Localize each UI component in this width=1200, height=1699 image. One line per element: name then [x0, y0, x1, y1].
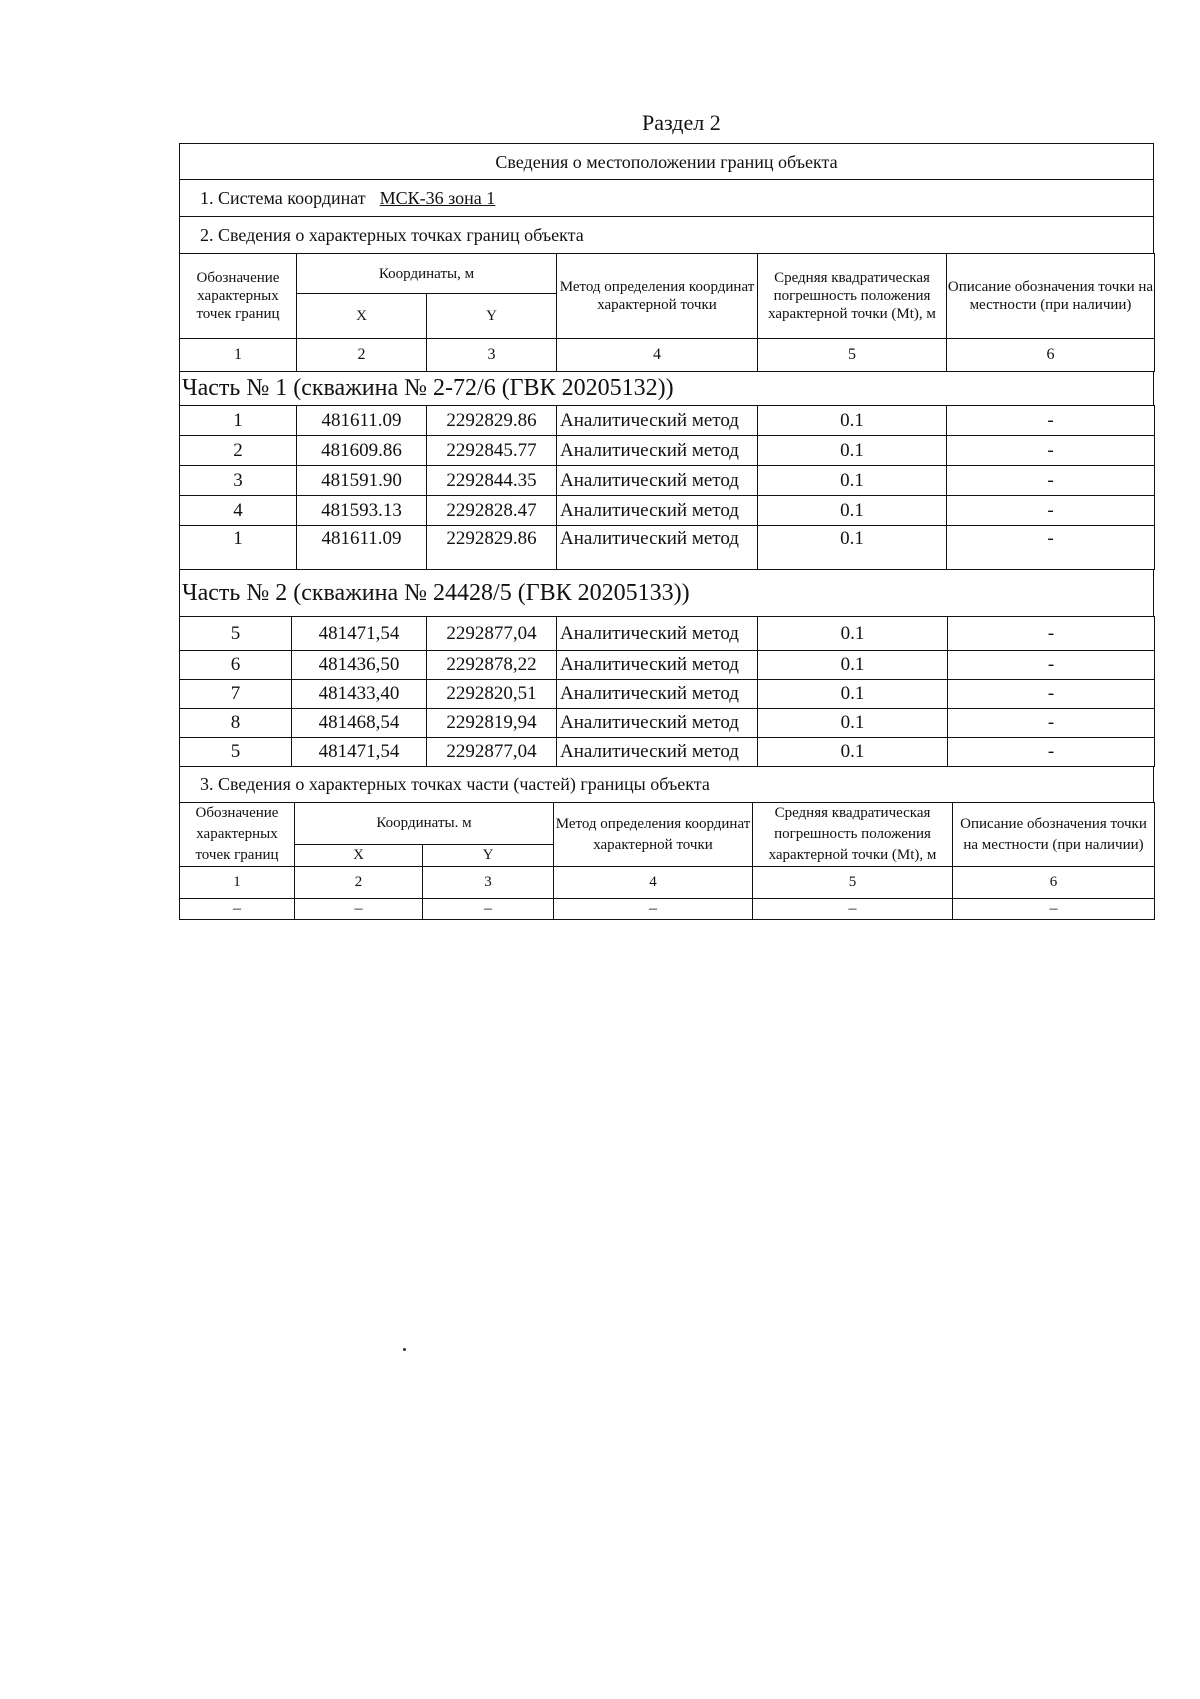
table-row — [180, 709, 1155, 738]
coord-y: 2292828.47 — [427, 496, 557, 526]
column-number: 2 — [295, 867, 423, 899]
column-number: 3 — [427, 339, 557, 372]
mt-error: 0.1 — [758, 406, 947, 436]
table-row — [180, 899, 1155, 920]
column-number: 1 — [180, 867, 295, 899]
mt-error: 0.1 — [758, 651, 948, 680]
coord-y: 2292877,04 — [427, 738, 557, 767]
section-title: Раздел 2 — [642, 110, 721, 135]
coord-x: 481611.09 — [297, 526, 427, 570]
column-number: 5 — [758, 339, 947, 372]
table-row — [180, 738, 1155, 767]
coord-y: 2292829.86 — [427, 406, 557, 436]
part-2-rows — [179, 616, 1155, 767]
boundary-info-table — [179, 143, 1154, 920]
table-row — [180, 496, 1155, 526]
point-designation: 4 — [180, 496, 297, 526]
description: - — [948, 738, 1155, 767]
coord-x: 481436,50 — [292, 651, 427, 680]
table-row — [180, 436, 1155, 466]
mt-error: 0.1 — [758, 738, 948, 767]
coord-x: 481433,40 — [292, 680, 427, 709]
description: - — [948, 709, 1155, 738]
coord-x: 481593.13 — [297, 496, 427, 526]
method: Аналитический метод — [557, 651, 758, 680]
method: Аналитический метод — [557, 496, 758, 526]
coord-x: 481471,54 — [292, 738, 427, 767]
coord-x: 481609.86 — [297, 436, 427, 466]
mt-error: 0.1 — [758, 617, 948, 651]
header-x: X — [297, 294, 427, 339]
table-row — [180, 651, 1155, 680]
column-number: 1 — [180, 339, 297, 372]
mt-error: 0.1 — [758, 526, 947, 570]
header-designation: Обозначение характерных точек границ — [180, 803, 295, 867]
method: Аналитический метод — [557, 617, 758, 651]
column-number: 6 — [953, 867, 1155, 899]
method: Аналитический метод — [557, 709, 758, 738]
point-designation: 5 — [180, 738, 292, 767]
parts-table — [179, 802, 1155, 920]
coord-x: 481611.09 — [297, 406, 427, 436]
coord-y: 2292820,51 — [427, 680, 557, 709]
empty-cell: – — [554, 899, 753, 920]
point-designation: 1 — [180, 406, 297, 436]
point-designation: 3 — [180, 466, 297, 496]
header-coordinates: Координаты, м — [297, 254, 557, 294]
description: - — [948, 680, 1155, 709]
mt-error: 0.1 — [758, 496, 947, 526]
header-error: Средняя квадратическая погрешность положения характерной точки (Mt), м — [753, 803, 953, 867]
column-number: 5 — [753, 867, 953, 899]
description: - — [947, 526, 1155, 570]
header-method: Метод определения координат характерной точки — [557, 254, 758, 339]
table-row — [180, 406, 1155, 436]
empty-cell: – — [423, 899, 554, 920]
coord-system-line — [179, 179, 1154, 216]
header-designation: Обозначение характерных точек границ — [180, 254, 297, 339]
coord-y: 2292819,94 — [427, 709, 557, 738]
method: Аналитический метод — [557, 680, 758, 709]
points-heading: 2. Сведения о характерных точках границ объекта — [179, 216, 1154, 253]
header-y: Y — [427, 294, 557, 339]
point-designation: 7 — [180, 680, 292, 709]
column-number: 6 — [947, 339, 1155, 372]
coord-system-value: МСК-36 зона 1 — [379, 188, 496, 208]
column-number: 3 — [423, 867, 554, 899]
table-caption: Сведения о местоположении границ объекта — [179, 143, 1154, 179]
method: Аналитический метод — [557, 466, 758, 496]
parts-heading: 3. Сведения о характерных точках части (частей) границы объекта — [179, 767, 1154, 802]
mt-error: 0.1 — [758, 466, 947, 496]
description: - — [947, 406, 1155, 436]
coord-y: 2292877,04 — [427, 617, 557, 651]
header-y: Y — [423, 845, 554, 867]
point-designation: 1 — [180, 526, 297, 570]
description: - — [947, 436, 1155, 466]
header-error: Средняя квадратическая погрешность положения характерной точки (Mt), м — [758, 254, 947, 339]
point-designation: 6 — [180, 651, 292, 680]
description: - — [947, 466, 1155, 496]
header-method: Метод определения координат характерной точки — [554, 803, 753, 867]
coord-y: 2292878,22 — [427, 651, 557, 680]
table-row — [180, 680, 1155, 709]
stray-mark — [403, 1348, 406, 1351]
header-description: Описание обозначения точки на местности (при наличии) — [947, 254, 1155, 339]
description: - — [947, 496, 1155, 526]
column-number: 2 — [297, 339, 427, 372]
header-description: Описание обозначения точки на местности (при наличии) — [953, 803, 1155, 867]
header-x: X — [295, 845, 423, 867]
point-designation: 5 — [180, 617, 292, 651]
header-coordinates: Координаты. м — [295, 803, 554, 845]
empty-cell: – — [953, 899, 1155, 920]
column-number: 4 — [554, 867, 753, 899]
coord-system-label: 1. Система координат — [200, 188, 366, 208]
table-row — [180, 466, 1155, 496]
coord-x: 481591.90 — [297, 466, 427, 496]
table-row — [180, 617, 1155, 651]
empty-cell: – — [295, 899, 423, 920]
empty-cell: – — [753, 899, 953, 920]
mt-error: 0.1 — [758, 436, 947, 466]
description: - — [948, 617, 1155, 651]
description: - — [948, 651, 1155, 680]
method: Аналитический метод — [557, 526, 758, 570]
mt-error: 0.1 — [758, 680, 948, 709]
points-header-table — [179, 253, 1155, 372]
part-2-title: Часть № 2 (скважина № 24428/5 (ГВК 20205133)) — [179, 570, 1154, 616]
method: Аналитический метод — [557, 436, 758, 466]
point-designation: 8 — [180, 709, 292, 738]
column-number: 4 — [557, 339, 758, 372]
method: Аналитический метод — [557, 406, 758, 436]
part-1-title: Часть № 1 (скважина № 2-72/6 (ГВК 20205132)) — [179, 372, 1154, 405]
empty-cell: – — [180, 899, 295, 920]
coord-x: 481471,54 — [292, 617, 427, 651]
coord-y: 2292844.35 — [427, 466, 557, 496]
table-row — [180, 526, 1155, 570]
point-designation: 2 — [180, 436, 297, 466]
coord-y: 2292845.77 — [427, 436, 557, 466]
method: Аналитический метод — [557, 738, 758, 767]
coord-x: 481468,54 — [292, 709, 427, 738]
part-1-rows — [179, 405, 1155, 570]
mt-error: 0.1 — [758, 709, 948, 738]
coord-y: 2292829.86 — [427, 526, 557, 570]
